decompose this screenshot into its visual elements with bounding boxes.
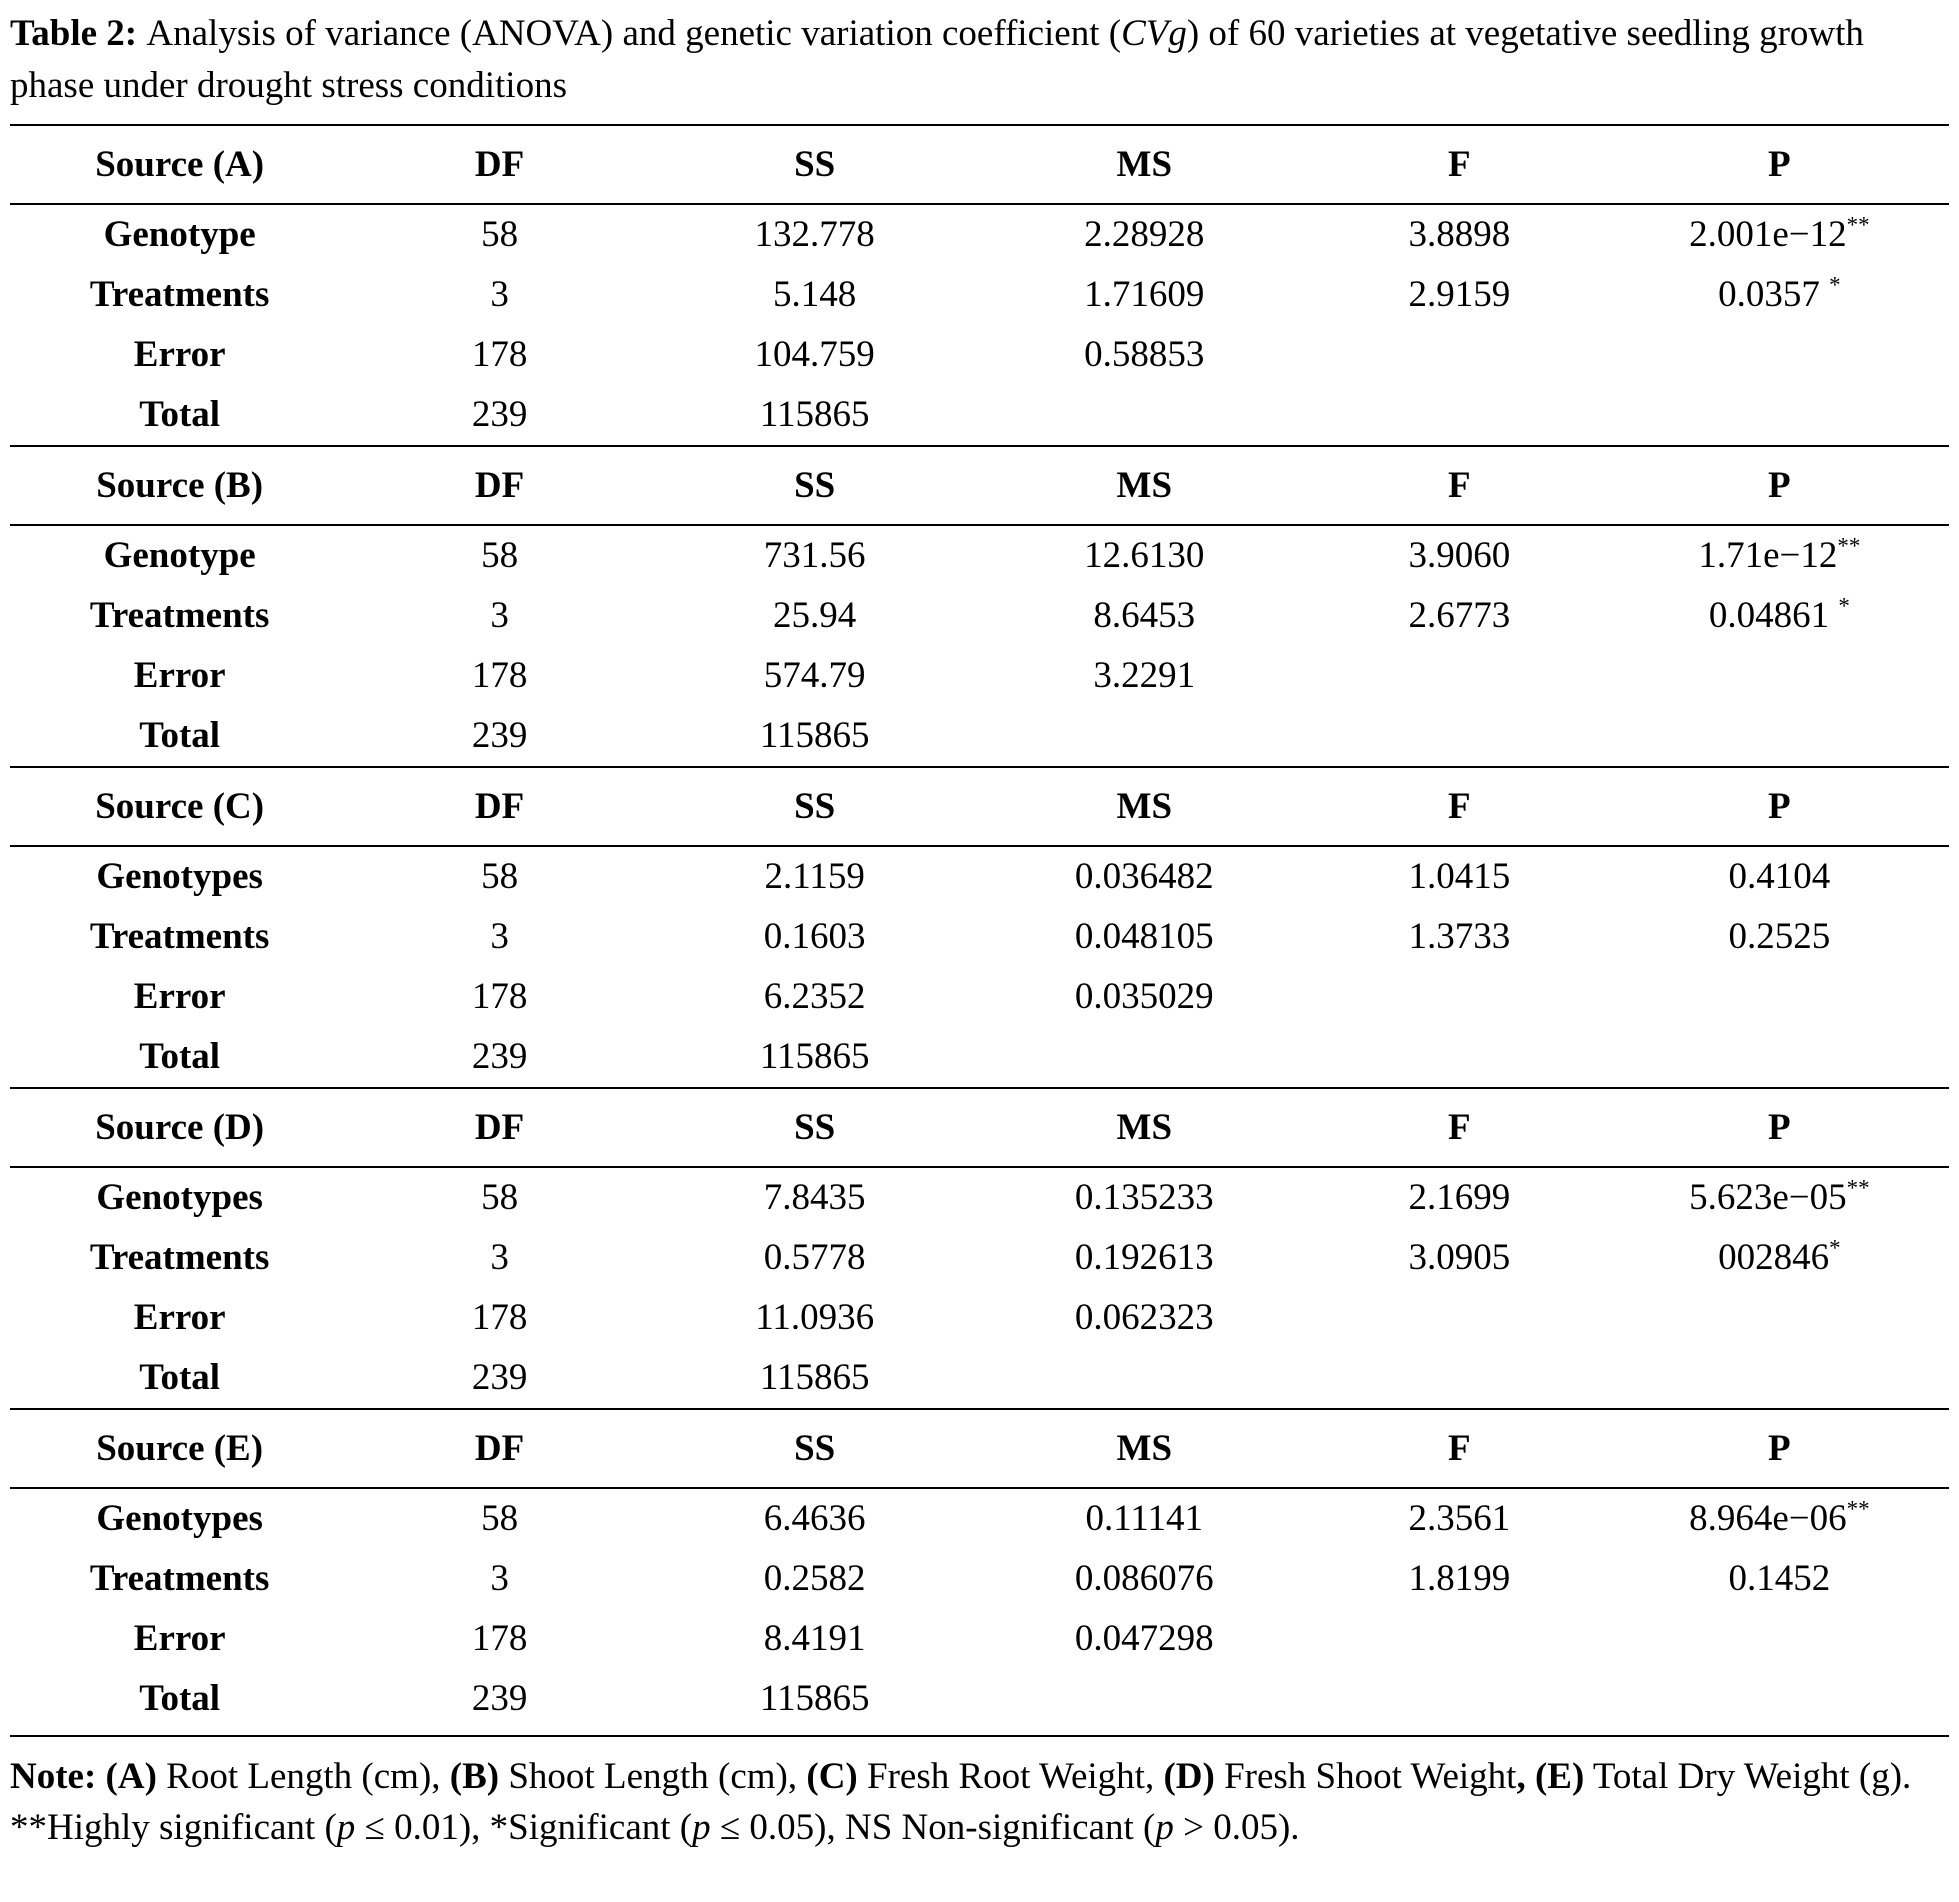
cell-f: 1.3733 — [1408, 916, 1511, 958]
note-segment: (C) — [806, 1755, 858, 1797]
cell-df: 239 — [471, 393, 528, 435]
cell-ss: 0.5778 — [763, 1237, 866, 1279]
source-column-header: Source (A) — [10, 125, 349, 205]
table-row — [10, 1549, 1949, 1609]
column-header-f: F — [1309, 125, 1610, 205]
cell-p — [1610, 1669, 1949, 1736]
cell-df: 178 — [471, 1617, 528, 1659]
cell-ms: 0.11141 — [1085, 1498, 1204, 1540]
cell-p — [1610, 325, 1949, 385]
column-header-p: P — [1610, 1088, 1949, 1168]
note-segment: p — [692, 1807, 711, 1849]
row-label: Total — [139, 1356, 221, 1398]
note-segment: (D) — [1163, 1755, 1215, 1797]
cell-ms: 8.6453 — [1093, 595, 1196, 637]
cell-ss: 5.148 — [773, 274, 857, 316]
section-header-row — [10, 767, 1949, 847]
cell-ms: 2.28928 — [1084, 214, 1205, 256]
table-row — [10, 325, 1949, 385]
note-segment: (A) — [105, 1755, 157, 1797]
significance-marker: * — [1829, 1235, 1841, 1261]
cell-f — [1309, 1669, 1610, 1736]
table-row — [10, 646, 1949, 706]
cell-ss: 6.4636 — [763, 1498, 866, 1540]
note-segment: p — [336, 1807, 356, 1849]
cell-ss: 6.2352 — [763, 975, 866, 1017]
cell-p — [1610, 967, 1949, 1027]
column-header-f: F — [1309, 1088, 1610, 1168]
column-header-ms: MS — [979, 446, 1309, 526]
note-segment: , — [1516, 1755, 1535, 1797]
cell-ss: 2.1159 — [764, 856, 865, 898]
significance-marker: ** — [1846, 213, 1870, 239]
cell-df: 178 — [471, 1296, 528, 1338]
cell-ss: 25.94 — [773, 595, 857, 637]
source-column-header: Source (B) — [10, 446, 349, 526]
caption-segment: Analysis of variance (ANOVA) and genetic variation coefficient ( — [146, 13, 1122, 54]
column-header-p: P — [1610, 1409, 1949, 1489]
cell-p: 8.964e−06** — [1689, 1497, 1870, 1540]
cell-df: 58 — [481, 1498, 519, 1540]
column-header-df: DF — [349, 1088, 650, 1168]
table-row — [10, 907, 1949, 967]
table-row — [10, 1348, 1949, 1409]
cell-p: 0.4104 — [1728, 856, 1831, 898]
significance-marker: ** — [1846, 1176, 1870, 1202]
cell-p — [1610, 646, 1949, 706]
cell-ms: 0.047298 — [1074, 1617, 1214, 1659]
cell-ss: 574.79 — [763, 654, 866, 696]
cell-f — [1309, 1027, 1610, 1088]
row-label: Treatments — [89, 916, 270, 958]
table-note — [10, 1751, 1949, 1855]
cell-ss: 115865 — [759, 1035, 870, 1077]
column-header-ms: MS — [979, 1088, 1309, 1168]
column-header-f: F — [1309, 446, 1610, 526]
row-label: Error — [133, 654, 226, 696]
caption-segment: ) of 60 varieties at vegetative seedling growth phase under drought stress conditions — [10, 13, 1864, 106]
table-row — [10, 1228, 1949, 1288]
cell-ms — [979, 385, 1309, 446]
significance-marker: * — [1829, 272, 1841, 298]
column-header-p: P — [1610, 446, 1949, 526]
cell-df: 58 — [481, 1177, 519, 1219]
note-segment: ≤ 0.01), *Significant ( — [355, 1807, 693, 1849]
row-label: Total — [10, 1669, 349, 1736]
cell-df: 3 — [490, 916, 509, 958]
cell-ss: 115865 — [759, 393, 870, 435]
note-segment: Fresh Shoot Weight — [1214, 1755, 1517, 1797]
table-row — [10, 846, 1949, 907]
significance-marker: ** — [1846, 1497, 1870, 1522]
cell-f — [1309, 646, 1610, 706]
cell-ms: 0.048105 — [1074, 916, 1214, 958]
row-label: Treatments — [89, 1237, 270, 1279]
note-segment: Fresh Root Weight, — [857, 1755, 1164, 1797]
cell-ss: 731.56 — [763, 535, 866, 577]
cell-f: 3.8898 — [1408, 214, 1511, 256]
cell-f — [1309, 1288, 1610, 1348]
column-header-p: P — [1610, 767, 1949, 847]
cell-ms: 0.036482 — [1074, 856, 1214, 898]
column-header-df: DF — [349, 125, 650, 205]
table-caption — [10, 8, 1949, 112]
cell-df: 58 — [481, 856, 519, 898]
table-row — [10, 265, 1949, 325]
cell-ss: 11.0936 — [755, 1296, 875, 1338]
note-segment: Total Dry Weight (g). **Highly significant ( — [10, 1755, 1912, 1849]
column-header-ss: SS — [650, 125, 980, 205]
cell-f: 3.0905 — [1408, 1237, 1511, 1279]
cell-p: 1.71e−12** — [1698, 534, 1861, 577]
row-label: Error — [133, 333, 226, 375]
table-row — [10, 967, 1949, 1027]
column-header-ms: MS — [979, 125, 1309, 205]
cell-ms: 0.135233 — [1074, 1177, 1214, 1219]
cell-df: 58 — [481, 535, 519, 577]
cell-df: 3 — [490, 595, 509, 637]
cell-f — [1309, 967, 1610, 1027]
cell-df: 178 — [471, 333, 528, 375]
cell-ms: 0.062323 — [1074, 1296, 1214, 1338]
row-label: Genotype — [103, 214, 256, 256]
cell-f: 2.9159 — [1408, 274, 1511, 316]
cell-p — [1610, 1027, 1949, 1088]
cell-f: 1.8199 — [1408, 1558, 1511, 1600]
cell-ms: 3.2291 — [1093, 654, 1196, 696]
cell-p: 0.1452 — [1728, 1558, 1831, 1600]
cell-ss: 8.4191 — [763, 1617, 866, 1659]
cell-f — [1309, 1609, 1610, 1669]
column-header-df: DF — [349, 767, 650, 847]
row-label: Genotypes — [96, 1498, 263, 1540]
row-label: Total — [139, 393, 221, 435]
cell-p — [1610, 1609, 1949, 1669]
cell-ss: 7.8435 — [763, 1177, 866, 1219]
row-label: Error — [133, 1296, 226, 1338]
cell-p: 0.04861 * — [1708, 593, 1850, 637]
cell-ms: 0.58853 — [1084, 333, 1205, 375]
cell-ms: 0.035029 — [1074, 975, 1214, 1017]
cell-ss: 115865 — [759, 1356, 870, 1398]
table-row — [10, 204, 1949, 265]
cell-f — [1309, 385, 1610, 446]
column-header-df: DF — [349, 1409, 650, 1489]
note-segment: Note: — [10, 1755, 106, 1797]
cell-f: 1.0415 — [1408, 856, 1511, 898]
section-header-row — [10, 446, 1949, 526]
paper-table-figure — [10, 8, 1949, 1854]
cell-p — [1610, 1348, 1949, 1409]
row-label: Error — [133, 975, 226, 1017]
table-row — [10, 385, 1949, 446]
cell-df: 3 — [490, 274, 509, 316]
row-label: Total — [139, 714, 221, 756]
cell-df: 239 — [471, 1035, 528, 1077]
table-row — [10, 1609, 1949, 1669]
table-row — [10, 1027, 1949, 1088]
row-label: Genotypes — [96, 856, 263, 898]
cell-f: 3.9060 — [1408, 535, 1511, 577]
row-label: Genotypes — [96, 1177, 263, 1219]
table-row — [10, 1167, 1949, 1228]
caption-segment: Table 2: — [10, 13, 147, 54]
note-segment: ≤ 0.05), NS Non-significant ( — [710, 1807, 1156, 1849]
note-segment: p — [1155, 1807, 1174, 1849]
cell-df: 239 — [471, 1356, 528, 1398]
cell-ms — [979, 1348, 1309, 1409]
cell-ms — [979, 706, 1309, 767]
source-column-header: Source (C) — [10, 767, 349, 847]
cell-f — [1309, 706, 1610, 767]
cell-f — [1309, 325, 1610, 385]
cell-f: 2.6773 — [1408, 595, 1511, 637]
row-label: Error — [133, 1617, 226, 1659]
column-header-df: DF — [349, 446, 650, 526]
row-label: Treatments — [89, 595, 270, 637]
section-header-row — [10, 1088, 1949, 1168]
cell-ss: 132.778 — [754, 214, 875, 256]
column-header-p: P — [1610, 125, 1949, 205]
row-label: Genotype — [103, 535, 256, 577]
cell-ms — [979, 1027, 1309, 1088]
section-header-row — [10, 125, 1949, 205]
note-segment: (E) — [1534, 1755, 1585, 1797]
section-header-row — [10, 1409, 1949, 1489]
cell-ms — [979, 1669, 1309, 1736]
row-label: Treatments — [89, 274, 270, 316]
cell-df: 58 — [481, 214, 519, 256]
column-header-f: F — [1309, 767, 1610, 847]
column-header-ms: MS — [979, 767, 1309, 847]
cell-df: 239 — [471, 714, 528, 756]
cell-ms: 0.192613 — [1074, 1237, 1214, 1279]
cell-p: 5.623e−05** — [1689, 1176, 1870, 1219]
cell-f: 2.1699 — [1408, 1177, 1511, 1219]
row-label: Total — [139, 1035, 221, 1077]
note-segment: (B) — [449, 1755, 500, 1797]
note-segment: Shoot Length (cm), — [499, 1755, 807, 1797]
source-column-header: Source (D) — [10, 1088, 349, 1168]
table-row — [10, 1669, 1949, 1736]
table-row — [10, 706, 1949, 767]
cell-f — [1309, 1348, 1610, 1409]
cell-p — [1610, 1288, 1949, 1348]
cell-p: 0.2525 — [1728, 916, 1831, 958]
cell-ms: 0.086076 — [1074, 1558, 1214, 1600]
cell-p: 2.001e−12** — [1689, 213, 1870, 256]
column-header-ss: SS — [650, 1088, 980, 1168]
column-header-ss: SS — [650, 446, 980, 526]
cell-df: 178 — [471, 654, 528, 696]
table-row — [10, 1288, 1949, 1348]
cell-p — [1610, 385, 1949, 446]
column-header-f: F — [1309, 1409, 1610, 1489]
source-column-header: Source (E) — [10, 1409, 349, 1489]
table-row — [10, 586, 1949, 646]
cell-df: 239 — [349, 1669, 650, 1736]
cell-ss: 0.1603 — [763, 916, 866, 958]
caption-segment: CVg — [1121, 13, 1187, 54]
cell-ss: 0.2582 — [763, 1558, 866, 1600]
cell-df: 178 — [471, 975, 528, 1017]
cell-ms: 12.6130 — [1084, 535, 1205, 577]
row-label: Treatments — [89, 1558, 270, 1600]
cell-ss: 115865 — [650, 1669, 980, 1736]
column-header-ss: SS — [650, 1409, 980, 1489]
cell-ss: 115865 — [759, 714, 870, 756]
column-header-ms: MS — [979, 1409, 1309, 1489]
table-row — [10, 1488, 1949, 1549]
significance-marker: * — [1838, 593, 1850, 619]
column-header-ss: SS — [650, 767, 980, 847]
cell-f: 2.3561 — [1408, 1498, 1511, 1540]
cell-p — [1610, 706, 1949, 767]
note-segment: Root Length (cm), — [156, 1755, 450, 1797]
cell-p: 002846* — [1718, 1235, 1841, 1279]
note-segment: > 0.05). — [1173, 1807, 1300, 1849]
table-row — [10, 525, 1949, 586]
cell-ss: 104.759 — [754, 333, 875, 375]
cell-p: 0.0357 * — [1718, 272, 1841, 316]
cell-df: 3 — [490, 1237, 509, 1279]
anova-table — [10, 124, 1949, 1737]
significance-marker: ** — [1837, 534, 1861, 560]
cell-ms: 1.71609 — [1084, 274, 1205, 316]
cell-df: 3 — [490, 1558, 509, 1600]
